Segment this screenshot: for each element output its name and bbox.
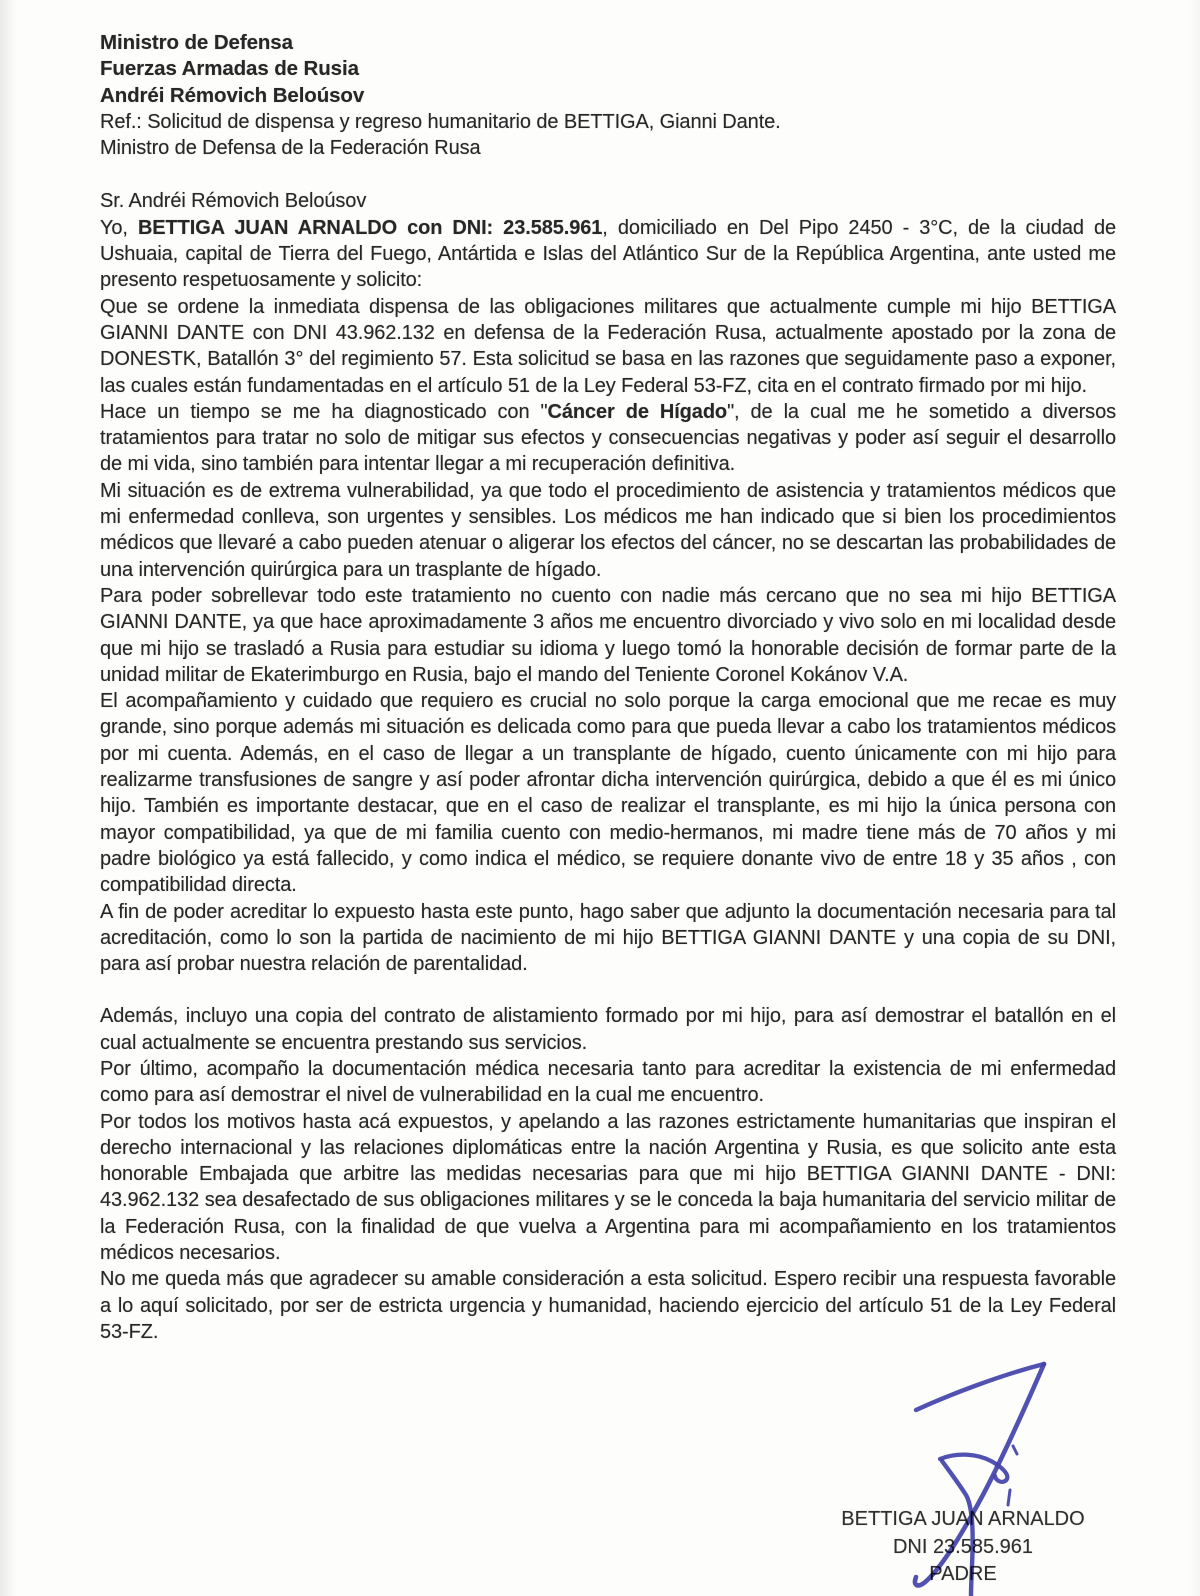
recipient-line-armed-forces: Fuerzas Armadas de Rusia	[100, 57, 359, 81]
paragraph-contract: Además, incluyo una copia del contrato de alistamiento formado por mi hijo, para así demostrar el batallón en el cual actualmente se encuentra prestando sus servicios.	[100, 1005, 1116, 1054]
diagnosis-post-text: ", de la cual me he sometido a diversos tratamientos para tratar no solo de mitigar sus efectos y consecuencias negativas y poder así seguir el desarrollo de mi vida, sino también para intentar llegar a mi recuperación definitiva.	[100, 400, 1116, 476]
paragraph-situation: Mi situación es de extrema vulnerabilidad, ya que todo el procedimiento de asistencia y tratamientos médicos que mi enfermedad conlleva, son urgentes y sensibles. Los médicos me han indicado que si bien los procedimientos médicos que llevaré a cabo pueden atenuar o aligerar los efectos del cáncer, no se descartan las probabilidades de una intervención quirúrgica para un trasplante de hígado.	[100, 479, 1116, 581]
paragraph-petition: Por todos los motivos hasta acá expuestos, y apelando a las razones estrictamente humanitarias que inspiran el derecho internacional y las relaciones diplomáticas entre la nación Argentina y Rusia, es que solicito ante esta honorable Embajada que arbitre las medidas necesarias para que mi hijo BETTIGA GIANNI DANTE - DNI: 43.962.132 sea desafectado de sus obligaciones militares y se le conceda la baja humanitaria del servicio militar de la Federación Rusa, con la finalidad de que vuelva a Argentina para mi acompañamiento en los tratamientos médicos necesarios.	[100, 1110, 1116, 1265]
paragraph-family: Para poder sobrellevar todo este tratamiento no cuento con nadie más cercano que no sea mi hijo BETTIGA GIANNI DANTE, ya que hace aproximadamente 3 años me encuentro divorciado y vivo solo en mi localidad desde que mi hijo se trasladó a Rusia para estudiar su idioma y luego tomó la honorable decisión de formar parte de la unidad militar de Ekaterimburgo en Rusia, bajo el mando del Teniente Coronel Kokánov V.A.	[100, 584, 1116, 686]
salutation-line: Sr. Andréi Rémovich Beloúsov	[100, 190, 367, 213]
paragraph-request: Que se ordene la inmediata dispensa de las obligaciones militares que actualmente cumple mi hijo BETTIGA GIANNI DANTE con DNI 43.962.132 en defensa de la Federación Rusa, actualmente apostado por la zona de DONESTK, Batallón 3° del regimiento 57. Esta solicitud se basa en las razones que seguidamente paso a exponer, las cuales están fundamentadas en el artículo 51 de la Ley Federal 53-FZ, cita en el contrato firmado por mi hijo.	[100, 295, 1116, 397]
reference-line: Ref.: Solicitud de dispensa y regreso humanitario de BETTIGA, Gianni Dante.	[100, 110, 781, 133]
recipient-line-ministry: Ministro de Defensa	[100, 31, 293, 54]
intro-post-text: , domiciliado en Del Pipo 2450 - 3°C, de la ciudad de Ushuaia, capital de Tierra del Fuego, Antártida e Islas del Atlántico Sur de la República Argentina, ante usted me presento respetuosamente y solicito:	[100, 216, 1117, 292]
paragraph-care: El acompañamiento y cuidado que requiero es crucial no solo porque la carga emocional que me recae es muy grande, sino porque además mi situación es delicada como para que pueda llevar a cabo los tratamientos médicos por mi cuenta. Además, en el caso de llegar a un transplante de hígado, cuento únicamente con mi hijo para realizarme transfusiones de sangre y así poder afrontar dicha intervención quirúrgica, debido a que él es mi único hijo. También es importante destacar, que en el caso de realizar el transplante, es mi hijo la única persona con mayor compatibilidad, ya que de mi familia cuento con medio-hermanos, mi madre tiene más de 70 años y mi padre biológico ya está fallecido, y como indica el médico, se requiere donante vivo de entre 18 y 35 años , con compatibilidad directa.	[100, 690, 1116, 897]
signature-dni: DNI 23.585.961	[892, 1535, 1034, 1558]
paragraph-closing: No me queda más que agradecer su amable consideración a esta solicitud. Espero recibir una respuesta favorable a lo aquí solicitado, por ser de estricta urgencia y humanidad, haciendo ejercicio del artículo 51 de la Ley Federal 53-FZ.	[100, 1268, 1116, 1343]
letter-body	[100, 30, 1116, 1345]
signature-role: PADRE	[929, 1563, 997, 1585]
signature-name: BETTIGA JUAN ARNALDO	[841, 1508, 1085, 1530]
recipient-line-minister-name: Andréi Rémovich Beloúsov	[100, 83, 365, 107]
intro-name-dni: BETTIGA JUAN ARNALDO con DNI: 23.585.961	[137, 216, 603, 239]
recipient-title-line: Ministro de Defensa de la Federación Rusa	[100, 137, 481, 160]
diagnosis-condition: Cáncer de Hígado	[547, 400, 728, 423]
intro-pre-text: Yo,	[100, 216, 138, 239]
handwritten-signature-icon	[856, 1328, 1072, 1596]
paragraph-medical-docs: Por último, acompaño la documentación médica necesaria tanto para acreditar la existencia de mi enfermedad como para así demostrar el nivel de vulnerabilidad en la cual me encuentro.	[100, 1057, 1116, 1107]
paragraph-evidence: A fin de poder acreditar lo expuesto hasta este punto, hago saber que adjunto la documentación necesaria para tal acreditación, como lo son la partida de nacimiento de mi hijo BETTIGA GIANNI DANTE y una copia de su DNI, para así probar nuestra relación de parentalidad.	[100, 900, 1116, 976]
paragraph-diagnosis	[100, 399, 1116, 478]
paragraph-intro	[100, 215, 1116, 294]
diagnosis-pre-text: Hace un tiempo se me ha diagnosticado con "	[100, 400, 548, 423]
